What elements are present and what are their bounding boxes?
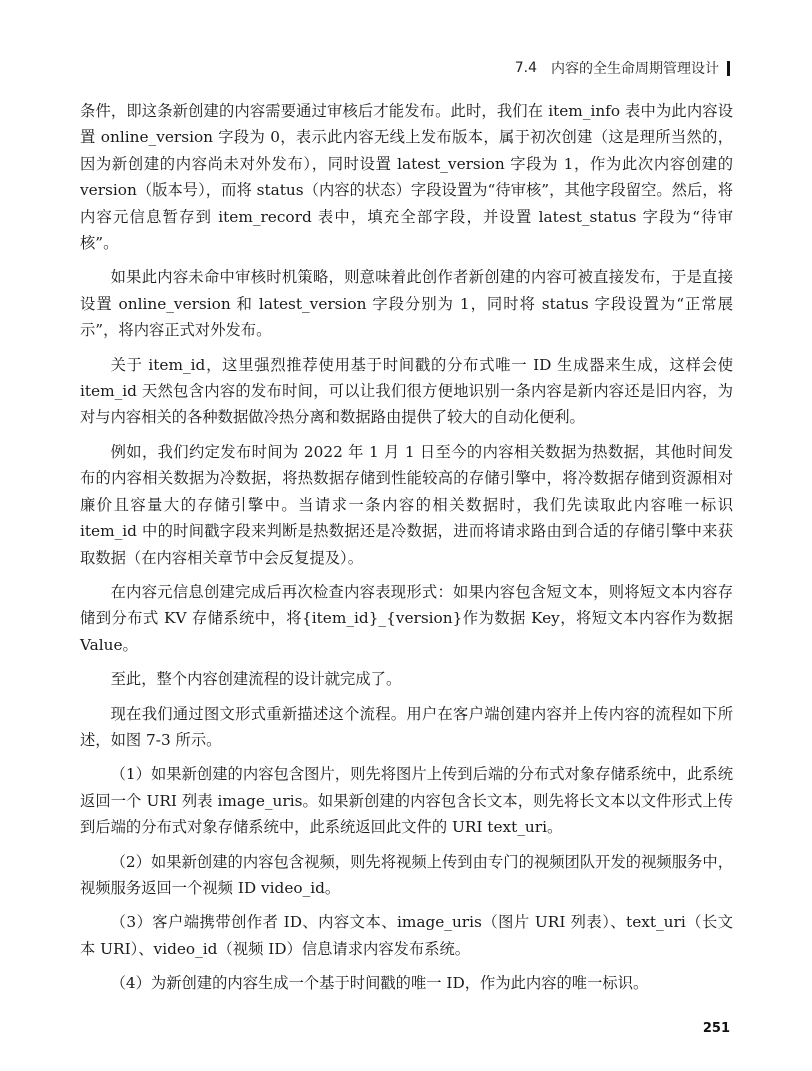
step-1: （1）如果新创建的内容包含图片，则先将图片上传到后端的分布式对象存储系统中，此系统返回一个 URI 列表 image_uris。如果新创建的内容包含长文本，则先将长文本以文件形式上传到后端的分布式对象存储系统中，此系统返回此文件的 URI text_uri。 <box>80 765 733 837</box>
paragraph-6: 至此，整个内容创建流程的设计就完成了。 <box>110 670 402 689</box>
section-number: 7.4 <box>514 60 537 76</box>
running-header <box>515 58 730 78</box>
paragraph-1: 条件，即这条新创建的内容需要通过审核后才能发布。此时，我们在 item_info 表中为此内容设置 online_version 字段为 0，表示此内容无线上发布版本，属于初次创建（这是理所当然的，因为新创建的内容尚未对外发布），同时设置 latest_version 字段为 1，作为此次内容创建的 version（版本号），而将 status（内容的状态）字段设置为“待审核”，其他字段留空。然后，将内容元信息暂存到 item_record 表中，填充全部字段，并设置 latest_status 字段为“待审核”。 <box>80 102 733 253</box>
header-bar <box>727 61 730 76</box>
paragraph-2: 如果此内容未命中审核时机策略，则意味着此创作者新创建的内容可被直接发布，于是直接设置 online_version 和 latest_version 字段分别为 1，同时将 status 字段设置为“正常展示”，将内容正式对外发布。 <box>80 268 733 340</box>
step-3: （3）客户端携带创作者 ID、内容文本、image_uris（图片 URI 列表）、text_uri（长文本 URI）、video_id（视频 ID）信息请求内容发布系统。 <box>80 913 733 958</box>
body-text <box>80 98 733 1005</box>
step-2: （2）如果新创建的内容包含视频，则先将视频上传到由专门的视频团队开发的视频服务中，视频服务返回一个视频 ID video_id。 <box>80 852 733 897</box>
section-title: 内容的全生命周期管理设计 <box>551 61 719 77</box>
paragraph-4: 例如，我们约定发布时间为 2022 年 1 月 1 日至今的内容相关数据为热数据，其他时间发布的内容相关数据为冷数据，将热数据存储到性能较高的存储引擎中，将冷数据存储到资源相对廉价且容量大的存储引擎中。当请求一条内容的相关数据时，我们先读取此内容唯一标识 item_id 中的时间戳字段来判断是热数据还是冷数据，进而将请求路由到合适的存储引擎中来获取数据（在内容相关章节中会反复提及）。 <box>80 442 733 567</box>
paragraph-7: 现在我们通过图文形式重新描述这个流程。用户在客户端创建内容并上传内容的流程如下所述，如图 7-3 所示。 <box>80 704 733 749</box>
paragraph-5: 在内容元信息创建完成后再次检查内容表现形式：如果内容包含短文本，则将短文本内容存储到分布式 KV 存储系统中，将{item_id}_{version}作为数据 Key，将短文本内容作为数据 Value。 <box>80 582 733 654</box>
page-number: 251 <box>702 1021 730 1036</box>
step-4: （4）为新创建的内容生成一个基于时间戳的唯一 ID，作为此内容的唯一标识。 <box>110 974 649 993</box>
paragraph-3: 关于 item_id，这里强烈推荐使用基于时间戳的分布式唯一 ID 生成器来生成，这样会使 item_id 天然包含内容的发布时间，可以让我们很方便地识别一条内容是新内容还是旧内容，为对与内容相关的各种数据做冷热分离和数据路由提供了较大的自动化便利。 <box>80 355 733 427</box>
